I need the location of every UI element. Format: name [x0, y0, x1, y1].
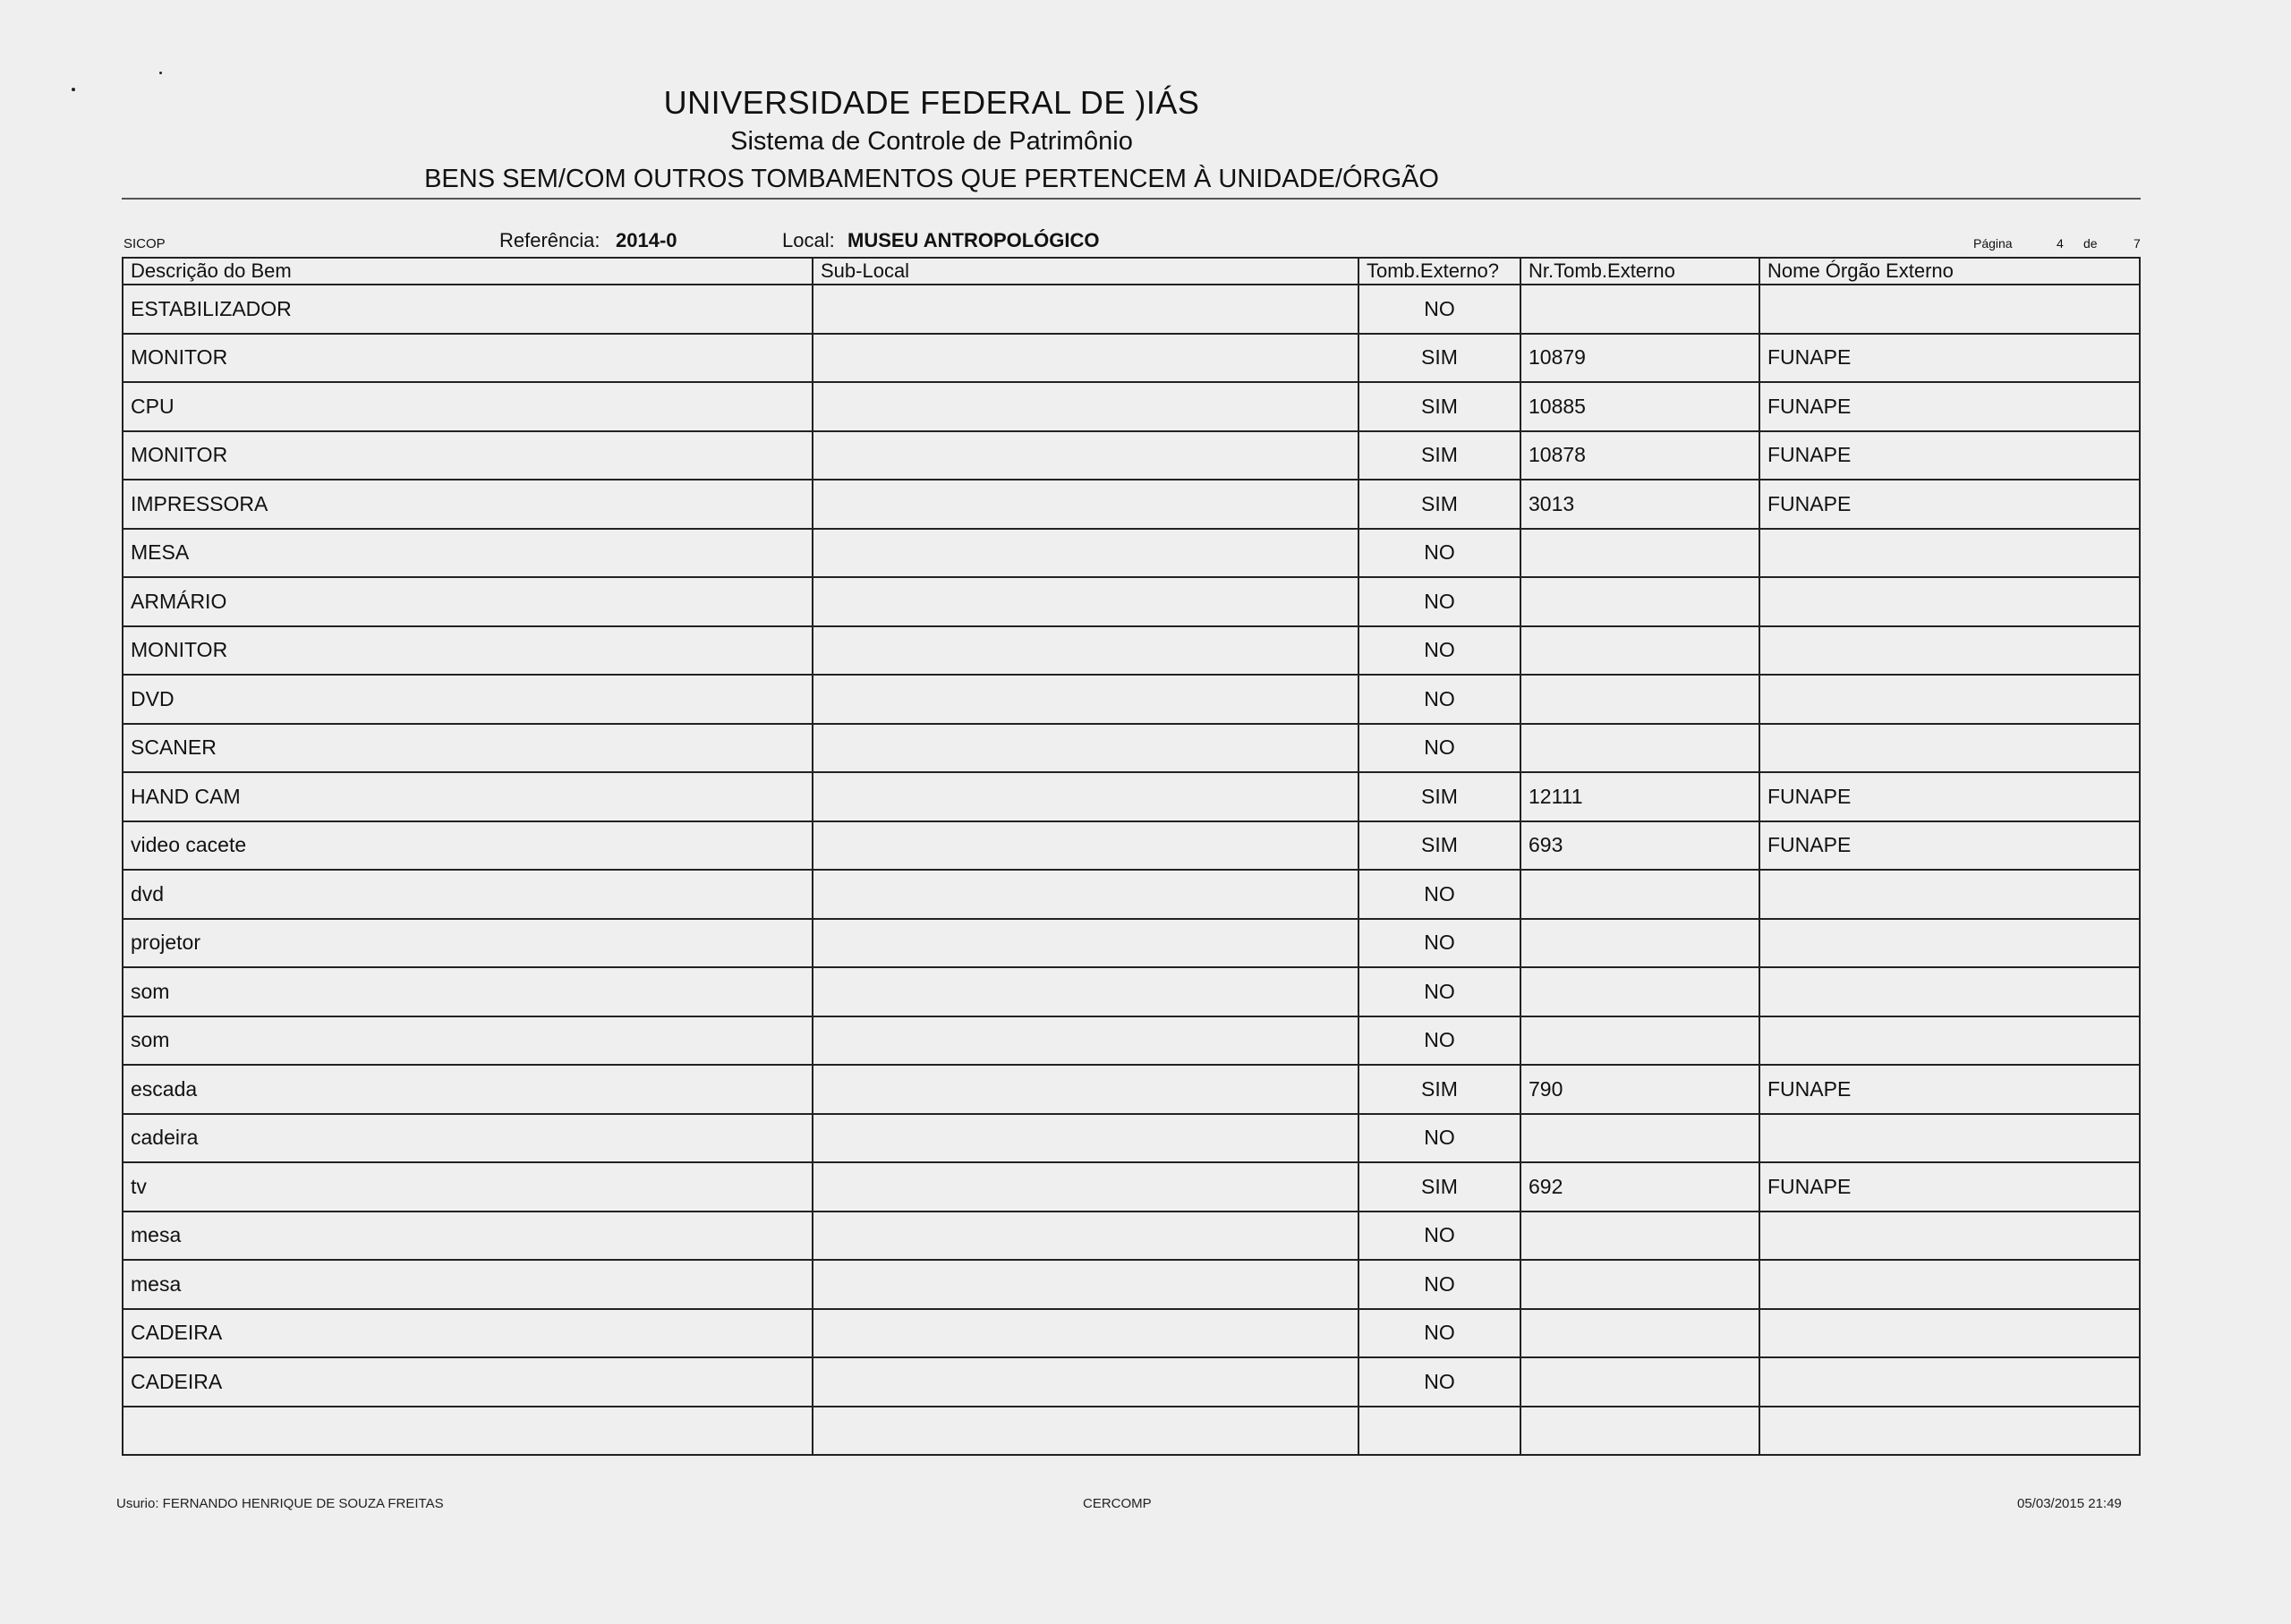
- cell-description: ESTABILIZADOR: [123, 285, 813, 334]
- cell-orgao-externo: [1759, 1016, 2140, 1066]
- report-title: BENS SEM/COM OUTROS TOMBAMENTOS QUE PERTENCEM À UNIDADE/ÓRGÃO: [424, 165, 1439, 193]
- cell-description: HAND CAM: [123, 772, 813, 821]
- table-row: [123, 431, 2140, 480]
- cell-description: som: [123, 967, 813, 1016]
- table-row: [123, 334, 2140, 383]
- cell-sublocal: [813, 334, 1358, 383]
- cell-tomb-externo: SIM: [1358, 821, 1520, 871]
- table-row: [123, 821, 2140, 871]
- cell-sublocal: [813, 675, 1358, 724]
- cell-tomb-externo: NO: [1358, 870, 1520, 919]
- table-row: [123, 1065, 2140, 1114]
- column-header-tomb-externo: Tomb.Externo?: [1358, 258, 1520, 285]
- cell-sublocal: [813, 1016, 1358, 1066]
- document-header: [0, 82, 1863, 199]
- cell-nr-tomb-externo: [1520, 967, 1759, 1016]
- cell-sublocal: [813, 626, 1358, 676]
- column-header-sublocal: Sub-Local: [813, 258, 1358, 285]
- column-header-description: Descrição do Bem: [123, 258, 813, 285]
- cell-sublocal: [813, 1162, 1358, 1212]
- cell-nr-tomb-externo: [1520, 870, 1759, 919]
- scan-speck: [159, 72, 162, 74]
- table-row: [123, 382, 2140, 431]
- cell-sublocal: [813, 480, 1358, 529]
- cell-nr-tomb-externo: [1520, 1212, 1759, 1261]
- cell-tomb-externo: NO: [1358, 1309, 1520, 1358]
- cell-orgao-externo: [1759, 1407, 2140, 1456]
- table-row: [123, 1309, 2140, 1358]
- cell-orgao-externo: [1759, 1114, 2140, 1163]
- page-label: Página: [1973, 236, 2013, 251]
- table-row: [123, 724, 2140, 773]
- cell-sublocal: [813, 1357, 1358, 1407]
- cell-orgao-externo: FUNAPE: [1759, 480, 2140, 529]
- table-row: [123, 919, 2140, 968]
- system-code: SICOP: [123, 236, 166, 251]
- footer-center: CERCOMP: [1083, 1496, 1152, 1511]
- cell-sublocal: [813, 382, 1358, 431]
- cell-nr-tomb-externo: 692: [1520, 1162, 1759, 1212]
- cell-orgao-externo: FUNAPE: [1759, 431, 2140, 480]
- cell-description: projetor: [123, 919, 813, 968]
- cell-sublocal: [813, 870, 1358, 919]
- cell-orgao-externo: [1759, 919, 2140, 968]
- table-row: [123, 480, 2140, 529]
- table-row: [123, 772, 2140, 821]
- cell-tomb-externo: SIM: [1358, 334, 1520, 383]
- cell-description: mesa: [123, 1260, 813, 1309]
- cell-tomb-externo: NO: [1358, 577, 1520, 626]
- cell-description: MONITOR: [123, 431, 813, 480]
- cell-orgao-externo: FUNAPE: [1759, 1065, 2140, 1114]
- cell-sublocal: [813, 1212, 1358, 1261]
- cell-nr-tomb-externo: [1520, 1114, 1759, 1163]
- cell-description: [123, 1407, 813, 1456]
- cell-orgao-externo: [1759, 675, 2140, 724]
- table-row: [123, 675, 2140, 724]
- cell-tomb-externo: NO: [1358, 1260, 1520, 1309]
- assets-table: [122, 257, 2141, 1456]
- table-row: [123, 1357, 2140, 1407]
- table-header-row: [123, 258, 2140, 285]
- cell-nr-tomb-externo: [1520, 724, 1759, 773]
- page-total: 7: [2133, 236, 2141, 251]
- table-row: [123, 577, 2140, 626]
- cell-orgao-externo: FUNAPE: [1759, 1162, 2140, 1212]
- cell-description: DVD: [123, 675, 813, 724]
- column-header-nr-tomb-externo: Nr.Tomb.Externo: [1520, 258, 1759, 285]
- cell-sublocal: [813, 919, 1358, 968]
- cell-tomb-externo: SIM: [1358, 1065, 1520, 1114]
- cell-description: escada: [123, 1065, 813, 1114]
- cell-orgao-externo: [1759, 626, 2140, 676]
- table-row: [123, 1212, 2140, 1261]
- cell-tomb-externo: NO: [1358, 529, 1520, 578]
- table-row: [123, 870, 2140, 919]
- institution-title: UNIVERSIDADE FEDERAL DE ⁠)IÁS: [663, 84, 1200, 121]
- cell-description: som: [123, 1016, 813, 1066]
- table-row: [123, 529, 2140, 578]
- cell-orgao-externo: [1759, 967, 2140, 1016]
- cell-description: MONITOR: [123, 334, 813, 383]
- cell-nr-tomb-externo: [1520, 1309, 1759, 1358]
- cell-tomb-externo: [1358, 1407, 1520, 1456]
- cell-nr-tomb-externo: [1520, 577, 1759, 626]
- cell-description: IMPRESSORA: [123, 480, 813, 529]
- cell-nr-tomb-externo: [1520, 1260, 1759, 1309]
- report-meta: [0, 229, 2291, 256]
- cell-orgao-externo: [1759, 285, 2140, 334]
- cell-description: video cacete: [123, 821, 813, 871]
- cell-sublocal: [813, 772, 1358, 821]
- local-label: Local:: [782, 229, 835, 251]
- cell-orgao-externo: FUNAPE: [1759, 772, 2140, 821]
- cell-sublocal: [813, 967, 1358, 1016]
- cell-orgao-externo: [1759, 577, 2140, 626]
- cell-tomb-externo: NO: [1358, 967, 1520, 1016]
- cell-sublocal: [813, 431, 1358, 480]
- cell-orgao-externo: [1759, 529, 2140, 578]
- reference-label: Referência:: [499, 229, 600, 251]
- cell-tomb-externo: NO: [1358, 724, 1520, 773]
- cell-tomb-externo: SIM: [1358, 431, 1520, 480]
- cell-nr-tomb-externo: 12111: [1520, 772, 1759, 821]
- cell-nr-tomb-externo: 3013: [1520, 480, 1759, 529]
- cell-tomb-externo: NO: [1358, 919, 1520, 968]
- cell-nr-tomb-externo: [1520, 1357, 1759, 1407]
- cell-sublocal: [813, 821, 1358, 871]
- cell-orgao-externo: [1759, 1260, 2140, 1309]
- cell-description: MONITOR: [123, 626, 813, 676]
- cell-tomb-externo: SIM: [1358, 1162, 1520, 1212]
- cell-tomb-externo: NO: [1358, 1114, 1520, 1163]
- footer-user: Usurio: FERNANDO HENRIQUE DE SOUZA FREITAS: [116, 1496, 444, 1511]
- cell-tomb-externo: SIM: [1358, 480, 1520, 529]
- cell-description: ARMÁRIO: [123, 577, 813, 626]
- footer-datetime: 05/03/2015 21:49: [2017, 1496, 2122, 1511]
- cell-description: dvd: [123, 870, 813, 919]
- cell-orgao-externo: [1759, 1357, 2140, 1407]
- cell-tomb-externo: SIM: [1358, 382, 1520, 431]
- table-row: [123, 1260, 2140, 1309]
- cell-sublocal: [813, 1260, 1358, 1309]
- cell-nr-tomb-externo: 10879: [1520, 334, 1759, 383]
- table-row: [123, 626, 2140, 676]
- table-row: [123, 967, 2140, 1016]
- cell-sublocal: [813, 1065, 1358, 1114]
- cell-orgao-externo: FUNAPE: [1759, 382, 2140, 431]
- cell-nr-tomb-externo: [1520, 1407, 1759, 1456]
- cell-tomb-externo: NO: [1358, 1212, 1520, 1261]
- cell-sublocal: [813, 1309, 1358, 1358]
- cell-nr-tomb-externo: [1520, 675, 1759, 724]
- cell-nr-tomb-externo: 10885: [1520, 382, 1759, 431]
- table-row: [123, 285, 2140, 334]
- cell-description: CADEIRA: [123, 1309, 813, 1358]
- cell-nr-tomb-externo: [1520, 529, 1759, 578]
- page-of: de: [2083, 236, 2098, 251]
- cell-orgao-externo: FUNAPE: [1759, 821, 2140, 871]
- document-footer: [0, 1496, 2291, 1518]
- table-row: [123, 1162, 2140, 1212]
- system-subtitle: Sistema de Controle de Patrimônio: [730, 127, 1133, 156]
- cell-description: tv: [123, 1162, 813, 1212]
- cell-nr-tomb-externo: [1520, 919, 1759, 968]
- table-row: [123, 1016, 2140, 1066]
- cell-orgao-externo: FUNAPE: [1759, 334, 2140, 383]
- cell-orgao-externo: [1759, 1309, 2140, 1358]
- cell-description: MESA: [123, 529, 813, 578]
- cell-sublocal: [813, 285, 1358, 334]
- cell-orgao-externo: [1759, 1212, 2140, 1261]
- page-number: 4: [2057, 236, 2064, 251]
- cell-description: SCANER: [123, 724, 813, 773]
- cell-nr-tomb-externo: [1520, 1016, 1759, 1066]
- table-row: [123, 1114, 2140, 1163]
- cell-tomb-externo: NO: [1358, 1016, 1520, 1066]
- cell-tomb-externo: NO: [1358, 626, 1520, 676]
- cell-tomb-externo: NO: [1358, 675, 1520, 724]
- cell-description: CADEIRA: [123, 1357, 813, 1407]
- cell-tomb-externo: SIM: [1358, 772, 1520, 821]
- cell-sublocal: [813, 724, 1358, 773]
- cell-nr-tomb-externo: 10878: [1520, 431, 1759, 480]
- reference-value: 2014-0: [616, 229, 677, 251]
- cell-tomb-externo: NO: [1358, 285, 1520, 334]
- cell-description: mesa: [123, 1212, 813, 1261]
- cell-orgao-externo: [1759, 724, 2140, 773]
- cell-sublocal: [813, 1407, 1358, 1456]
- cell-tomb-externo: NO: [1358, 1357, 1520, 1407]
- cell-description: cadeira: [123, 1114, 813, 1163]
- cell-sublocal: [813, 1114, 1358, 1163]
- cell-sublocal: [813, 529, 1358, 578]
- cell-nr-tomb-externo: [1520, 285, 1759, 334]
- cell-sublocal: [813, 577, 1358, 626]
- column-header-orgao-externo: Nome Órgão Externo: [1759, 258, 2140, 285]
- cell-nr-tomb-externo: 693: [1520, 821, 1759, 871]
- cell-orgao-externo: [1759, 870, 2140, 919]
- header-divider: [122, 198, 2141, 200]
- table-row: [123, 1407, 2140, 1456]
- local-value: MUSEU ANTROPOLÓGICO: [847, 229, 1100, 251]
- cell-nr-tomb-externo: [1520, 626, 1759, 676]
- cell-description: CPU: [123, 382, 813, 431]
- cell-nr-tomb-externo: 790: [1520, 1065, 1759, 1114]
